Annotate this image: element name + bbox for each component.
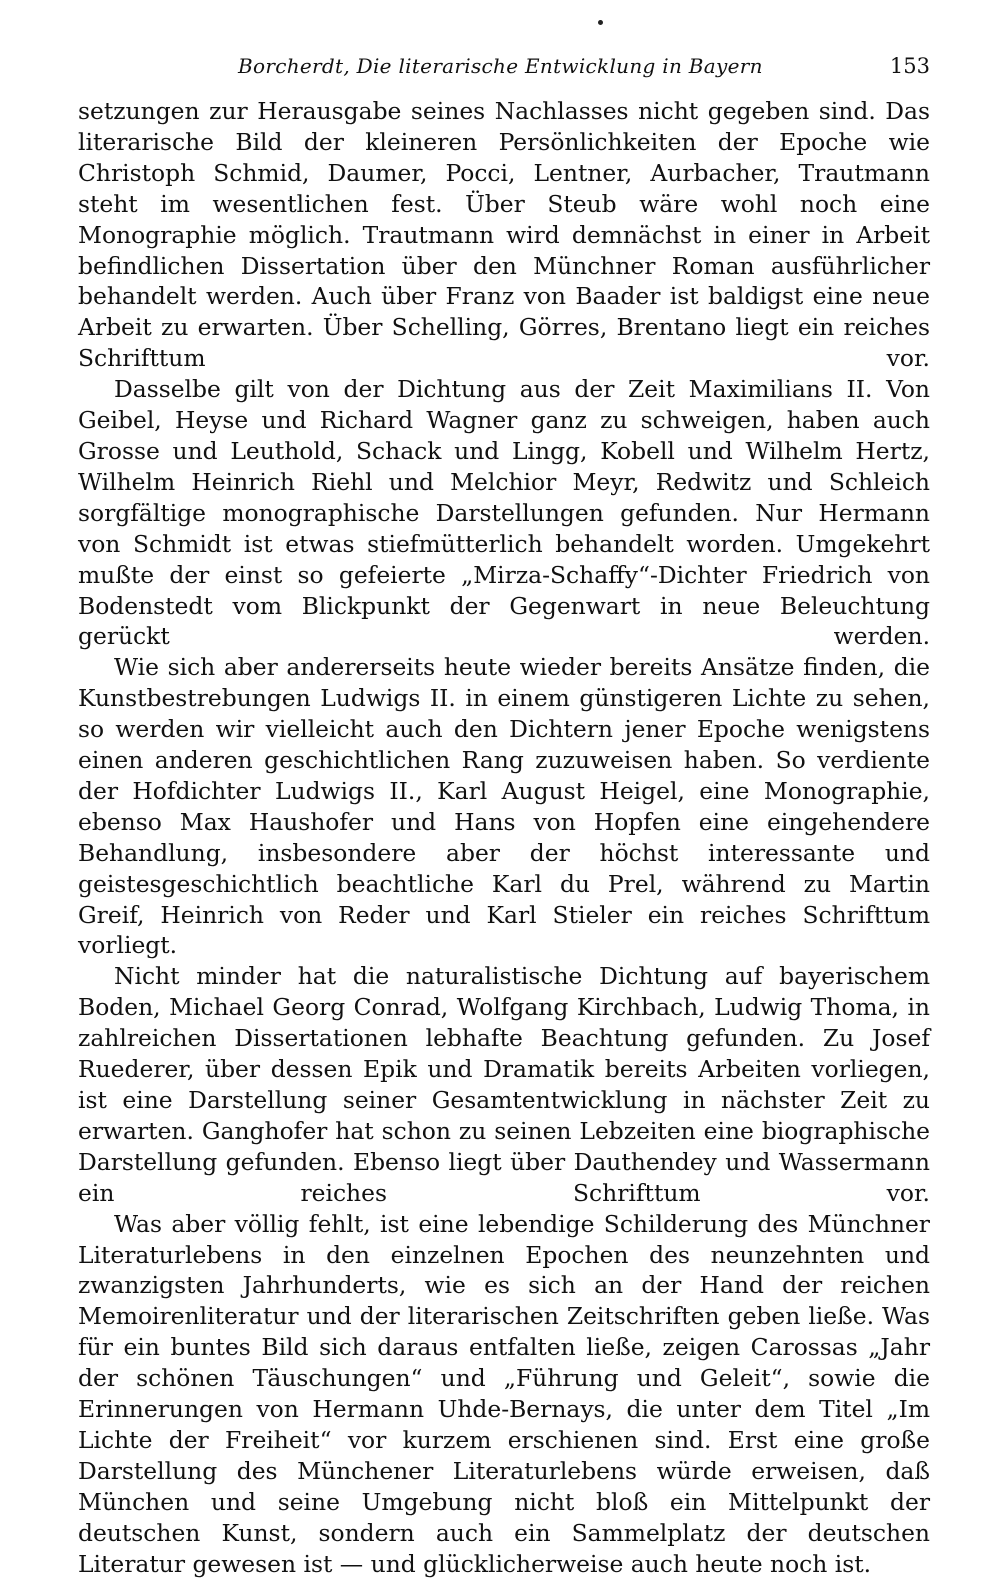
print-speck — [598, 20, 603, 25]
running-head-title: Borcherdt, Die literarische Entwicklung in Bayern — [238, 54, 763, 78]
paragraph: Was aber völlig fehlt, ist eine lebendige Schilderung des Münchner Literaturlebens in den einzelnen Epochen des neunzehnten und zwanzigsten Jahrhunderts, wie es sich an der Hand der reichen Memoirenliteratur und der literarischen Zeitschriften geben ließe. Was für ein buntes Bild sich daraus entfalten ließe, zeigen Carossas „Jahr der schönen Täuschungen“ und „Führung und Geleit“, sowie die Erinnerungen von Hermann Uhde-Bernays, die unter dem Titel „Im Lichte der Freiheit“ vor kurzem erschienen sind. Erst eine große Darstellung des Münchener Literaturlebens würde erweisen, daß München und seine Umgebung nicht bloß ein Mittelpunkt der deutschen Kunst, sondern auch ein Sammelplatz der deutschen Literatur gewesen ist — und glücklicherweise auch heute noch ist. — [78, 1209, 930, 1578]
paragraph: setzungen zur Herausgabe seines Nachlasses nicht gegeben sind. Das literarische Bild der kleineren Persönlichkeiten der Epoche wie Christoph Schmid, Daumer, Pocci, Lentner, Aurbacher, Trautmann steht im wesentlichen fest. Über Steub wäre wohl noch eine Monographie möglich. Trautmann wird demnächst in einer in Arbeit befindlichen Dissertation über den Münchner Roman ausführlicher behandelt werden. Auch über Franz von Baader ist baldigst eine neue Arbeit zu erwarten. Über Schelling, Görres, Brentano liegt ein reiches Schrifttum vor. — [78, 97, 930, 373]
body-text — [78, 96, 930, 1580]
paragraph: Dasselbe gilt von der Dichtung aus der Zeit Maximilians II. Von Geibel, Heyse und Richard Wagner ganz zu schweigen, haben auch Grosse und Leuthold, Schack und Lingg, Kobell und Wilhelm Hertz, Wilhelm Heinrich Riehl und Melchior Meyr, Redwitz und Schleich sorgfältige monographische Darstellungen gefunden. Nur Hermann von Schmidt ist etwas stiefmütterlich behandelt worden. Umgekehrt mußte der einst so gefeierte „Mirza-Schaffy“-Dichter Friedrich von Bodenstedt vom Blickpunkt der Gegenwart in neue Beleuchtung gerückt werden. — [78, 375, 930, 651]
page-number: 153 — [889, 54, 930, 78]
running-head — [78, 54, 930, 84]
paragraph: Wie sich aber andererseits heute wieder bereits Ansätze finden, die Kunstbestrebungen Ludwigs II. in einem günstigeren Lichte zu sehen, so werden wir vielleicht auch den Dichtern jener Epoche wenigstens einen anderen geschichtlichen Rang zuzuweisen haben. So verdiente der Hofdichter Ludwigs II., Karl August Heigel, eine Monographie, ebenso Max Haushofer und Hans von Hopfen eine eingehendere Behandlung, insbesondere aber der höchst interessante und geistesgeschichtlich beachtliche Karl du Prel, während zu Martin Greif, Heinrich von Reder und Karl Stieler ein reiches Schrifttum vorliegt. — [78, 653, 930, 960]
paragraph: Nicht minder hat die naturalistische Dichtung auf bayerischem Boden, Michael Georg Conrad, Wolfgang Kirchbach, Ludwig Thoma, in zahlreichen Dissertationen lebhafte Beachtung gefunden. Zu Josef Ruederer, über dessen Epik und Dramatik bereits Arbeiten vorliegen, ist eine Darstellung seiner Gesamtentwicklung in nächster Zeit zu erwarten. Ganghofer hat schon zu seinen Lebzeiten eine biographische Darstellung gefunden. Ebenso liegt über Dauthendey und Wassermann ein reiches Schrifttum vor. — [78, 962, 930, 1207]
